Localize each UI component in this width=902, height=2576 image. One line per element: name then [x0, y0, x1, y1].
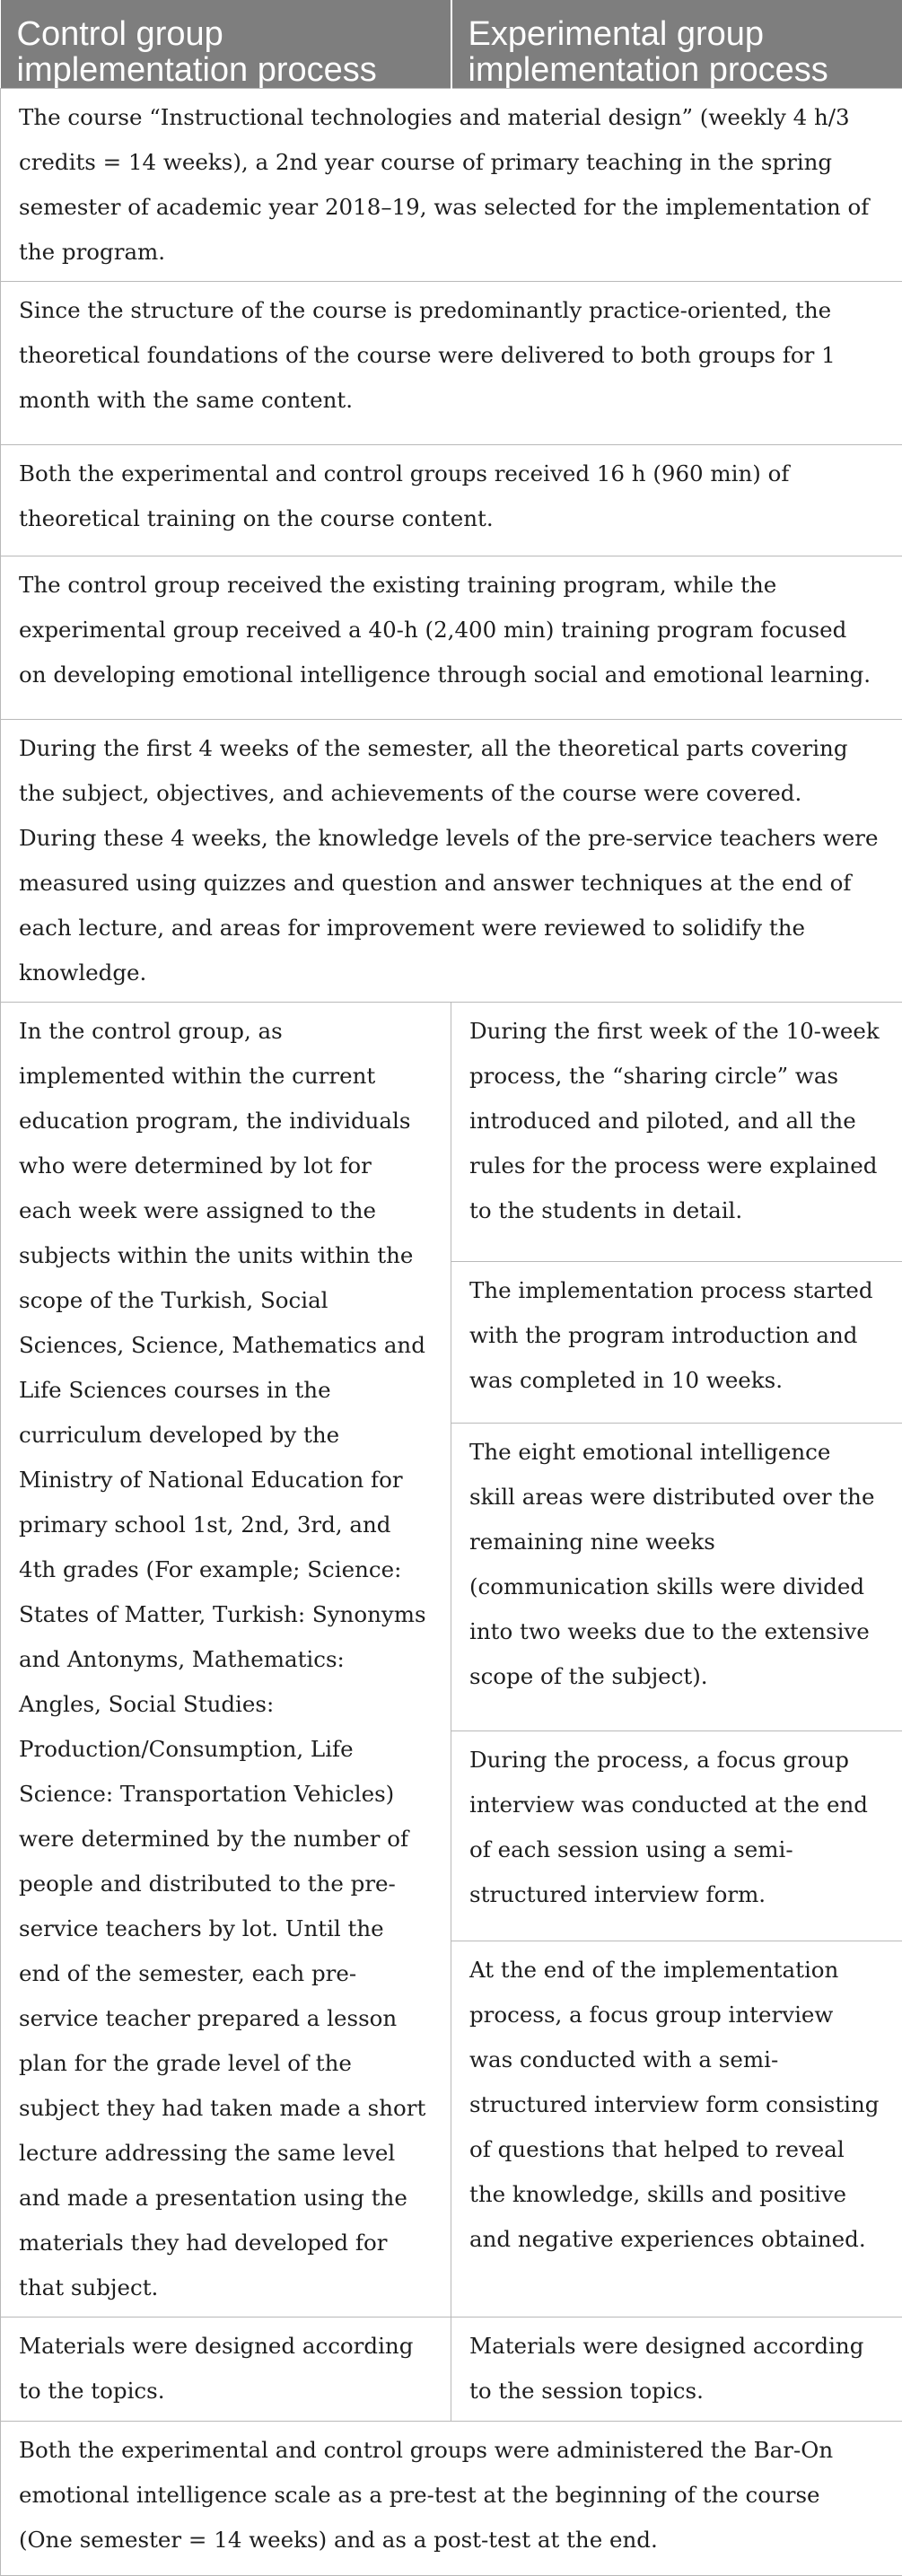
control-process-cell: In the control group, as implemented within the current education program, the individuals who were determined by lot for each week were assigned to the subjects within the units within the scope of the Turkish, Social Sciences, Science, Mathematics and Life Sciences courses in the curriculum developed by the Ministry of National Education for primary school 1st, 2nd, 3rd, and 4th grades (For example; Science: States of Matter, Turkish: Synonyms and Antonyms, Mathematics: Angles, Social Studies: Production/Consumption, Life Science: Transportation Vehicles) were determined by the number of people and distributed to the pre-service teachers by lot. Until the end of the semester, each pre-service teacher prepared a lesson plan for the grade level of the subject they had taken made a short lecture addressing the same level and made a presentation using the materials they had developed for that subject.: [1, 1003, 451, 2318]
table-row: [1, 282, 902, 445]
materials-experimental-cell: Materials were designed according to the session topics.: [451, 2318, 902, 2422]
theoretical-foundations-cell: Since the structure of the course is predominantly practice-oriented, the theoretical foundations of the course were delivered to both groups for 1 month with the same content.: [1, 282, 902, 445]
header-control: Control group implementation process: [1, 0, 451, 89]
theoretical-training-cell: Both the experimental and control groups received 16 h (960 min) of theoretical training on the course content.: [1, 445, 902, 556]
table-row: [1, 720, 902, 1003]
program-introduction-cell: The implementation process started with the program introduction and was completed in 10 weeks.: [451, 1261, 902, 1423]
bar-on-scale-cell: Both the experimental and control groups were administered the Bar-On emotional intelligence scale as a pre-test at the beginning of the course (One semester = 14 weeks) and as a post-test at the end.: [1, 2422, 902, 2576]
course-selection-cell: The course “Instructional technologies and material design” (weekly 4 h/3 credits = 14 weeks), a 2nd year course of primary teaching in the spring semester of academic year 2018–19, was selected for the implementation of the program.: [1, 89, 902, 282]
table-row: [1, 2422, 902, 2576]
header-experimental: Experimental group implementation process: [451, 0, 902, 89]
header-row: [1, 0, 902, 89]
table-row: [1, 1003, 902, 1262]
training-program-cell: The control group received the existing training program, while the experimental group received a 40-h (2,400 min) training program focused on developing emotional intelligence through social and emotional learning.: [1, 556, 902, 720]
skill-areas-cell: The eight emotional intelligence skill areas were distributed over the remaining nine weeks (communication skills were divided into two weeks due to the extensive scope of the subject).: [451, 1423, 902, 1730]
table-row: [1, 2318, 902, 2422]
materials-control-cell: Materials were designed according to the topics.: [1, 2318, 451, 2422]
first-four-weeks-cell: During the first 4 weeks of the semester, all the theoretical parts covering the subject, objectives, and achievements of the course were covered. During these 4 weeks, the knowledge levels of the pre-service teachers were measured using quizzes and question and answer techniques at the end of each lecture, and areas for improvement were reviewed to solidify the knowledge.: [1, 720, 902, 1003]
final-interview-cell: At the end of the implementation process, a focus group interview was conducted with a semi-structured interview form consisting of questions that helped to reveal the knowledge, skills and positive and negative experiences obtained.: [451, 1941, 902, 2318]
session-interview-cell: During the process, a focus group interview was conducted at the end of each session using a semi-structured interview form.: [451, 1731, 902, 1941]
table-row: [1, 89, 902, 282]
sharing-circle-cell: During the first week of the 10-week process, the “sharing circle” was introduced and piloted, and all the rules for the process were explained to the students in detail.: [451, 1003, 902, 1262]
table-row: [1, 556, 902, 720]
table-row: [1, 445, 902, 556]
